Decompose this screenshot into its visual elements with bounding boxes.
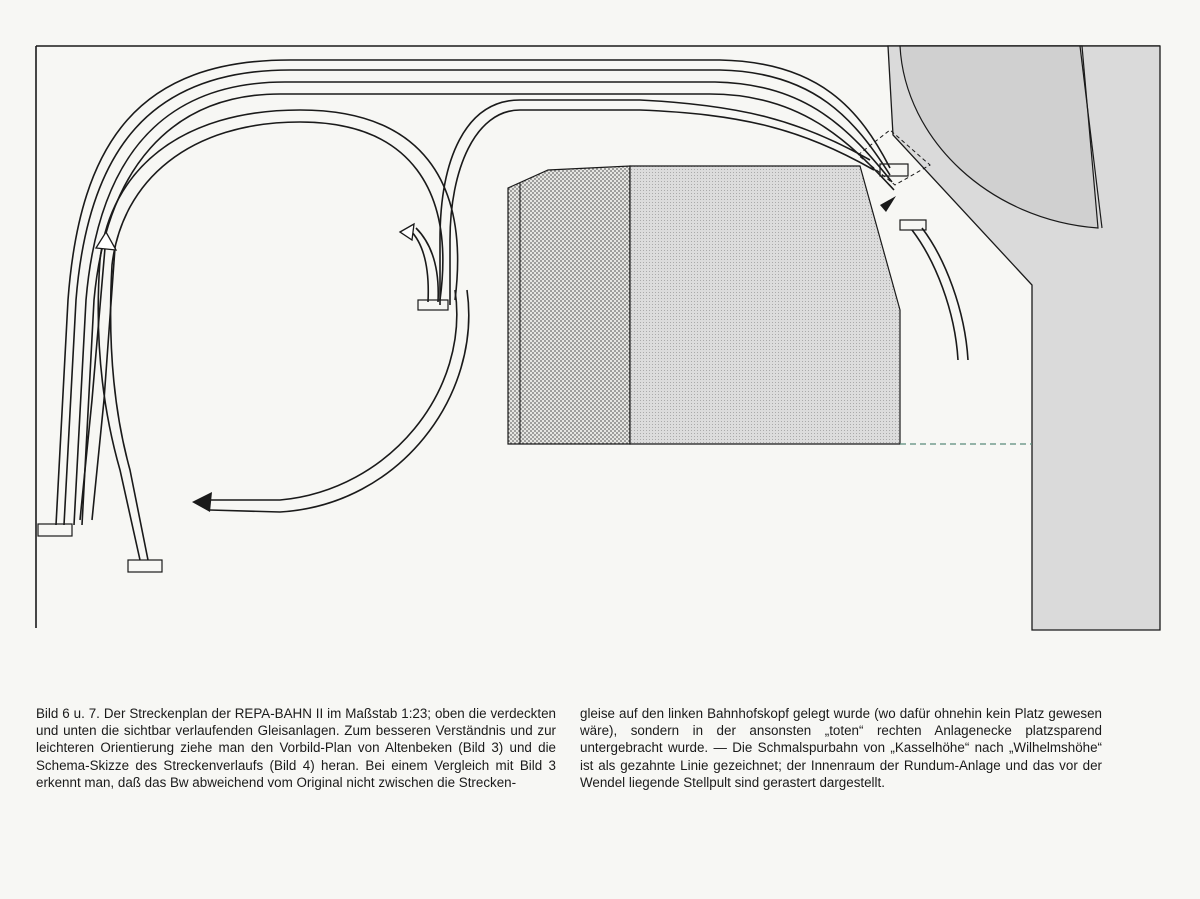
caption-right-text: gleise auf den linken Bahnhofskopf gelegt wurde (wo dafür ohnehin kein Platz gewesen wäre), sondern in der ansonsten „toten“ rechten Anlagenecke platzsparend untergebracht wurde. — Die Schmalspurbahn von „Kasselhöhe“ nach „Wilhelmshöhe“ ist als gezahnte Linie gezeichnet; der Innenraum der Rundum-Anlage und das vor der Wendel liegende Stellpult sind gerastert dargestellt. bbox=[580, 706, 1102, 790]
caption-left-column bbox=[36, 705, 556, 791]
figure-label: Bild 6 u. 7. bbox=[36, 706, 100, 721]
open-arrows bbox=[96, 224, 414, 250]
interior-raster bbox=[508, 166, 630, 444]
caption-right-column bbox=[580, 705, 1102, 791]
caption-left-text: Der Streckenplan der REPA-BAHN II im Maßstab 1:23; oben die verdeckten und unten die sichtbar verlaufenden Gleisanlagen. Zum besseren Verständnis und zur leichteren Orientierung ziehe man den Vorbild-Plan von Altenbeken (Bild 3) und die Schema-Skizze des Streckenverlaufs (Bild 4) heran. Bei einem Vergleich mit Bild 3 erkennt man, daß das Bw abweichend vom Original nicht zwischen die Strecken- bbox=[36, 706, 556, 790]
wall-area bbox=[888, 46, 1160, 630]
